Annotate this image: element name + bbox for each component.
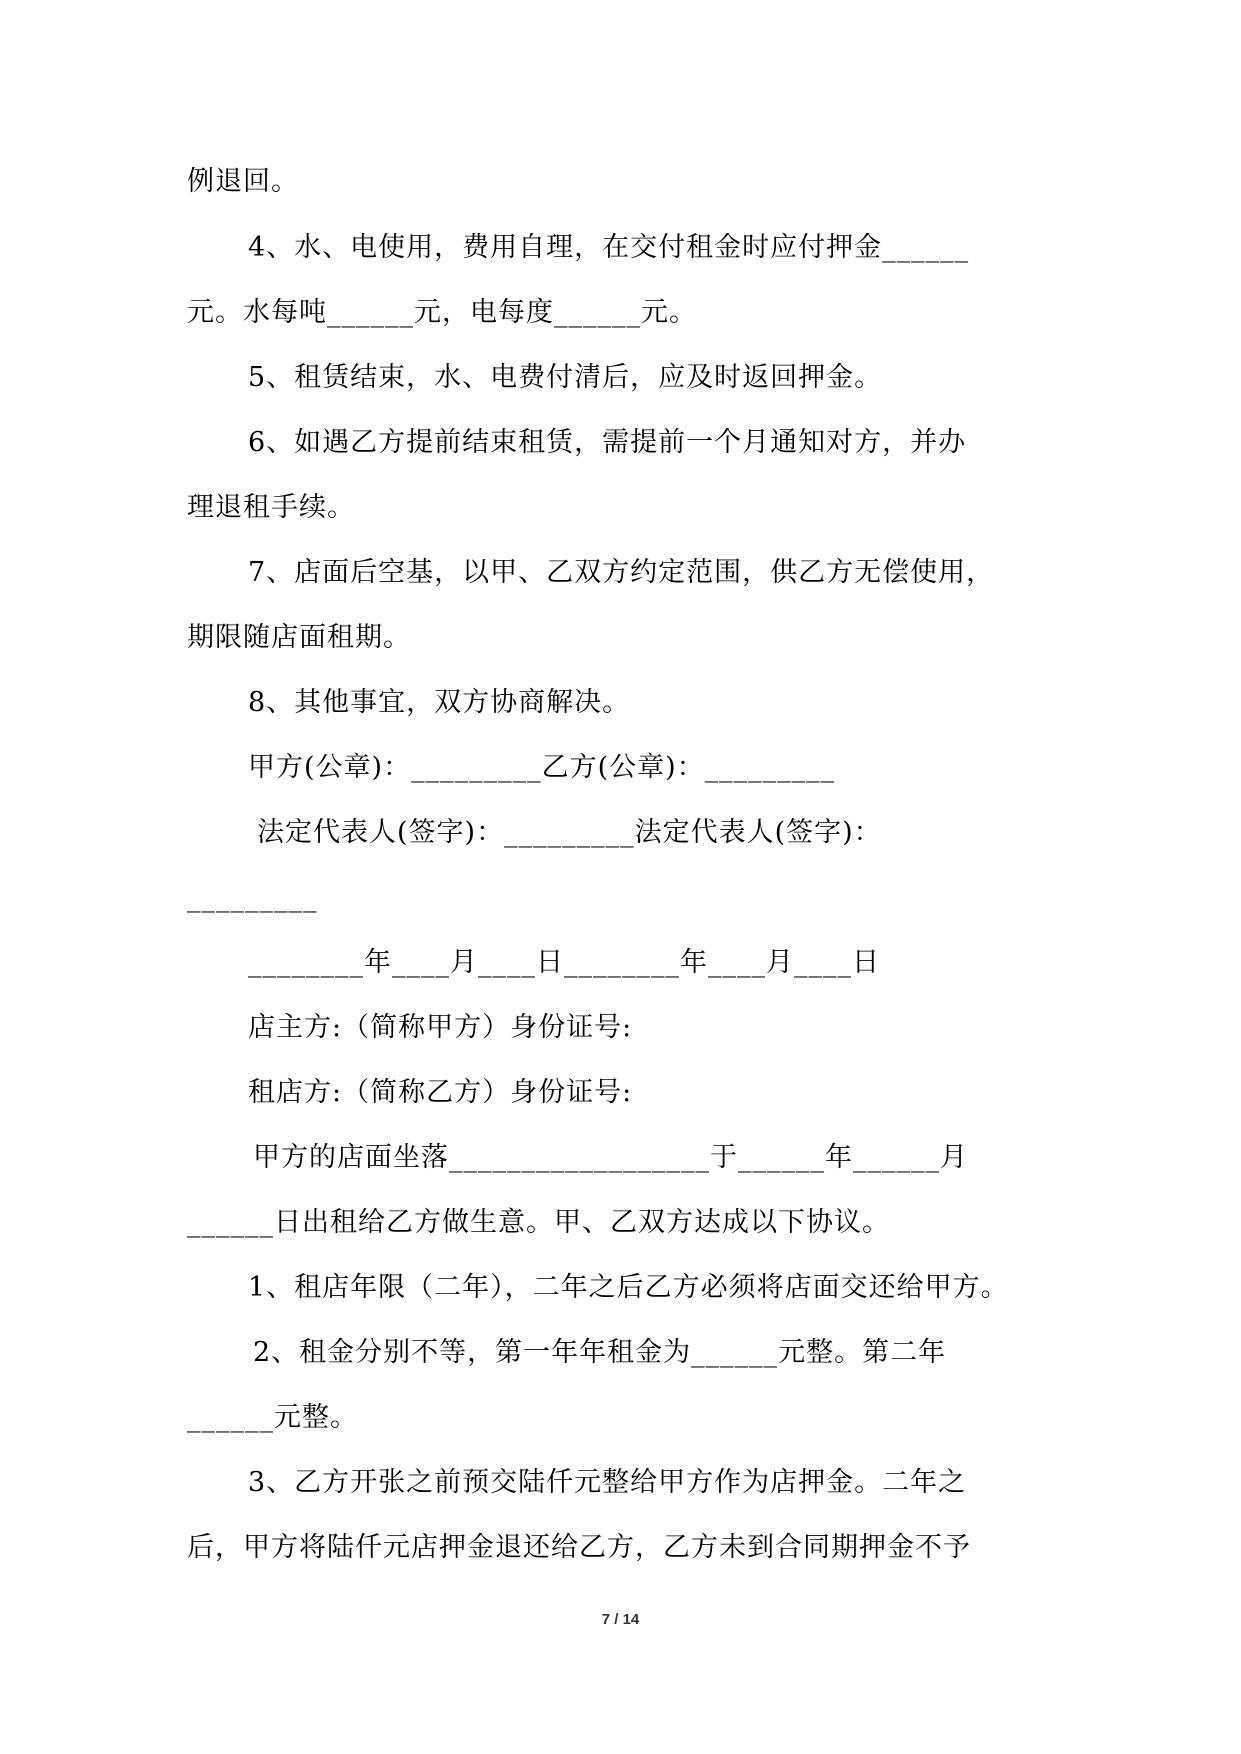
text-line: 后，甲方将陆仟元店押金退还给乙方，乙方未到合同期押金不予 xyxy=(187,1532,971,1563)
text-line: ______元整。 xyxy=(187,1402,358,1433)
text-line: 租店方:（简称乙方）身份证号: xyxy=(248,1077,633,1108)
text-line: ________年____月____日________年____月____日 xyxy=(248,947,880,978)
text-line: 甲方的店面坐落__________________于______年______月 xyxy=(253,1142,968,1173)
text-line: 7、店面后空基，以甲、乙双方约定范围，供乙方无偿使用， xyxy=(248,557,995,588)
text-line: 法定代表人(签字)：_________法定代表人(签字)： xyxy=(257,817,882,848)
text-line: 6、如遇乙方提前结束租赁，需提前一个月通知对方，并办 xyxy=(248,427,967,458)
text-line: 8、其他事宜，双方协商解决。 xyxy=(248,687,631,718)
text-line: 甲方(公章)：_________乙方(公章)：_________ xyxy=(248,752,836,783)
text-line: 5、租赁结束，水、电费付清后，应及时返回押金。 xyxy=(248,362,883,393)
text-line: 1、租店年限（二年），二年之后乙方必须将店面交还给甲方。 xyxy=(248,1272,1009,1303)
text-line: _________ xyxy=(187,882,318,913)
page-number: 7 / 14 xyxy=(601,1611,640,1628)
text-line: 期限随店面租期。 xyxy=(187,622,411,653)
text-line: 3、乙方开张之前预交陆仟元整给甲方作为店押金。二年之 xyxy=(248,1467,967,1498)
text-line: 理退租手续。 xyxy=(187,492,355,523)
text-line: 元。水每吨______元，电每度______元。 xyxy=(187,297,697,328)
text-line: 4、水、电使用，费用自理，在交付租金时应付押金______ xyxy=(248,232,970,263)
text-line: 店主方:（简称甲方）身份证号: xyxy=(248,1012,633,1043)
text-line: ______日出租给乙方做生意。甲、乙双方达成以下协议。 xyxy=(187,1207,890,1238)
text-line: 2、租金分别不等，第一年年租金为______元整。第二年 xyxy=(253,1337,947,1368)
text-line: 例退回。 xyxy=(187,166,299,197)
